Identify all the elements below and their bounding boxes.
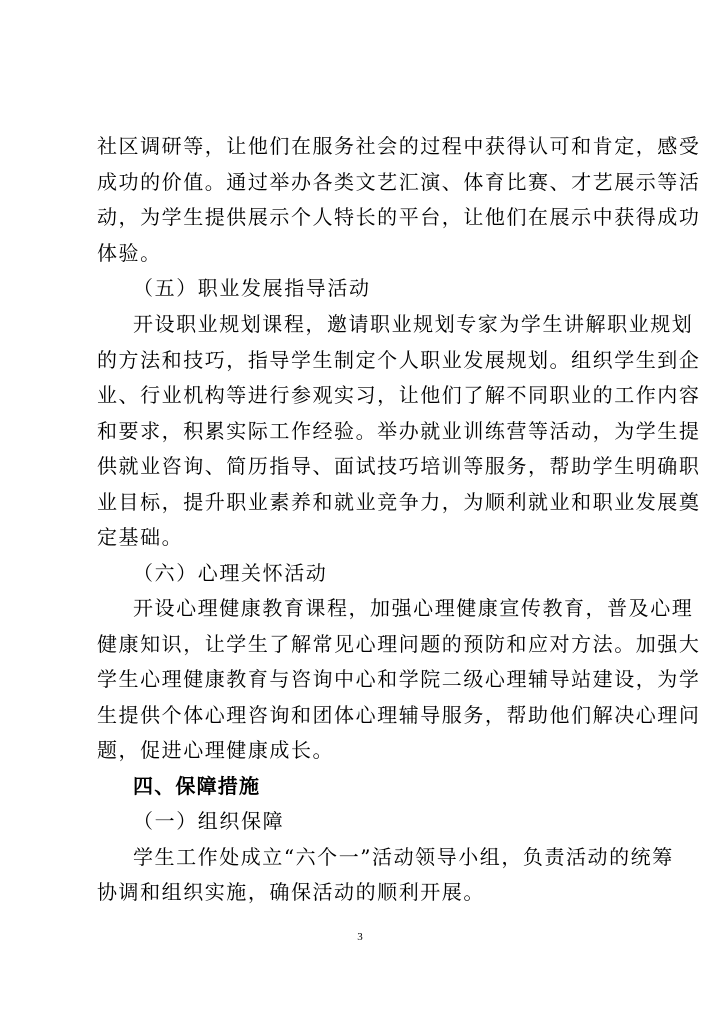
paragraph-line: 动，为学生提供展示个人特长的平台，让他们在展示中获得成功 [97, 205, 701, 229]
paragraph-line: 成功的价值。通过举办各类文艺汇演、体育比赛、才艺展示等活 [97, 170, 701, 194]
subsection-heading-psychology: （六）心理关怀活动 [133, 561, 328, 585]
paragraph-line: 的方法和技巧，指导学生制定个人职业发展规划。组织学生到企 [97, 348, 701, 372]
paragraph-line: 学生工作处成立“六个一”活动领导小组，负责活动的统筹 [133, 845, 674, 869]
paragraph-line: 业、行业机构等进行参观实习，让他们了解不同职业的工作内容 [97, 383, 701, 407]
paragraph-line: 开设职业规划课程，邀请职业规划专家为学生讲解职业规划 [133, 312, 694, 336]
paragraph-line: 协调和组织实施，确保活动的顺利开展。 [97, 880, 485, 904]
paragraph-line: 题，促进心理健康成长。 [97, 738, 335, 762]
paragraph-line: 业目标，提升职业素养和就业竞争力，为顺利就业和职业发展奠 [97, 490, 701, 514]
paragraph-line: 体验。 [97, 241, 162, 265]
paragraph-line: 开设心理健康教育课程，加强心理健康宣传教育，普及心理 [133, 596, 694, 620]
paragraph-line: 和要求，积累实际工作经验。举办就业训练营等活动，为学生提 [97, 419, 701, 443]
paragraph-line: 健康知识，让学生了解常见心理问题的预防和应对方法。加强大 [97, 632, 701, 656]
subsection-heading-career: （五）职业发展指导活动 [133, 276, 371, 300]
paragraph-line: 定基础。 [97, 525, 184, 549]
paragraph-line: 社区调研等，让他们在服务社会的过程中获得认可和肯定，感受 [97, 134, 701, 158]
paragraph-line: 生提供个体心理咨询和团体心理辅导服务，帮助他们解决心理问 [97, 703, 701, 727]
paragraph-line: 供就业咨询、简历指导、面试技巧培训等服务，帮助学生明确职 [97, 454, 701, 478]
subsection-heading-organization: （一）组织保障 [133, 809, 285, 833]
section-heading-safeguards: 四、保障措施 [133, 774, 261, 798]
page-number: 3 [357, 931, 363, 943]
paragraph-line: 学生心理健康教育与咨询中心和学院二级心理辅导站建设，为学 [97, 667, 701, 691]
